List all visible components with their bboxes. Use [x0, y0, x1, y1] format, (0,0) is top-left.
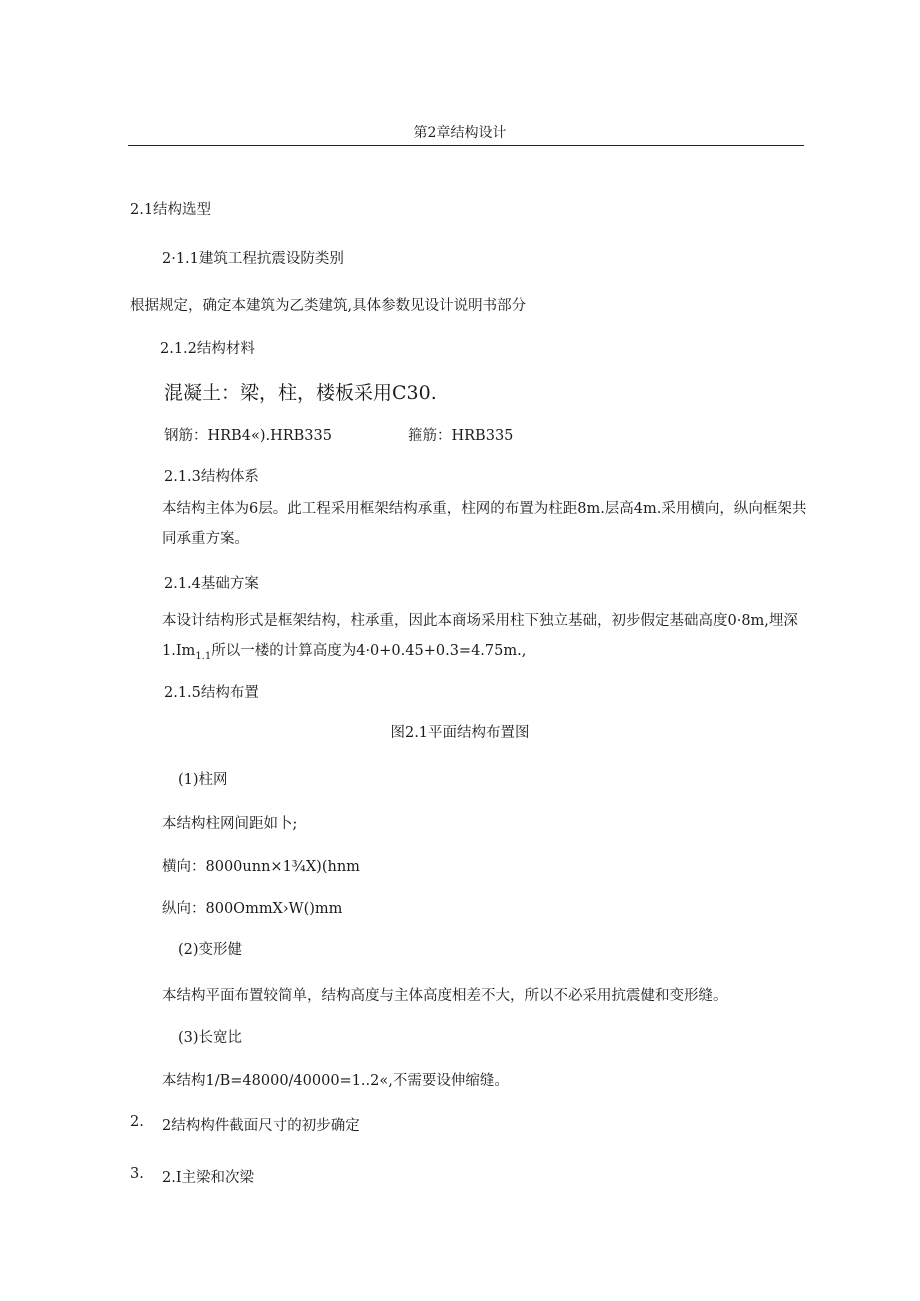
section-2-1-4-heading: 2.1.4基础方案: [164, 576, 259, 592]
section-2-1-heading: 2.1结构选型: [130, 202, 212, 218]
grid-intro: 本结构柱网间距如卜;: [162, 816, 298, 832]
ratio-text: 本结构1∕B=48000∕40000=1..2«,不需要设伸缩缝。: [162, 1073, 509, 1089]
joint-heading: (2)变形健: [178, 942, 243, 958]
grid-heading: (1)柱网: [178, 772, 228, 788]
joint-text: 本结构平面布置较简单，结构高度与主体高度相差不大，所以不必采用抗震健和变形缝。: [162, 988, 728, 1004]
section-2-2-heading: 2结构构件截面尺寸的初步确定: [162, 1118, 360, 1134]
grid-horizontal: 横向：8000unn×1¾X)(hnm: [162, 859, 360, 875]
stirrup-spec: 箍筋：HRB335: [408, 428, 514, 444]
page-header: 第2章结构设计: [413, 125, 507, 141]
section-3-number: 3.: [130, 1166, 144, 1182]
concrete-spec: 混凝土：梁，柱，楼板采用C30.: [164, 382, 437, 404]
section-2-1-4-text: [162, 606, 807, 672]
section-2-2-number: 2.: [130, 1114, 144, 1130]
foundation-text-sub: 1.1: [195, 650, 212, 662]
section-3-heading: 2.I主梁和次梁: [162, 1170, 255, 1186]
section-2-1-2-heading: 2.1.2结构材料: [160, 341, 255, 357]
section-2-1-1-heading: 2·1.1建筑工程抗震设防类别: [162, 251, 344, 267]
foundation-text-tail: 所以一楼的计算高度为4·0+0.45+0.3=4.75m.,: [211, 643, 527, 659]
section-2-1-1-text: 根据规定，确定本建筑为乙类建筑,具体参数见设计说明书部分: [130, 298, 527, 314]
section-2-1-5-heading: 2.1.5结构布置: [164, 685, 259, 701]
figure-caption: 图2.1平面结构布置图: [390, 725, 530, 741]
section-2-1-3-text: 本结构主体为6层。此工程采用框架结构承重，柱网的布置为柱距8m.层高4m.采用横向，纵向框架共同承重方案。: [162, 501, 807, 547]
section-2-1-3-heading: 2.1.3结构体系: [164, 469, 259, 485]
header-rule: [128, 145, 804, 146]
grid-vertical: 纵向：800OmmX›W()mm: [162, 901, 343, 917]
foundation-text-main: 本设计结构形式是框架结构，柱承重，因此本商场采用柱下独立基础，初步假定基础高度0·8m,埋深1.Im: [162, 613, 798, 659]
rebar-spec: 钢筋：HRB4«).HRB335: [164, 428, 332, 444]
ratio-heading: (3)长宽比: [178, 1030, 243, 1046]
